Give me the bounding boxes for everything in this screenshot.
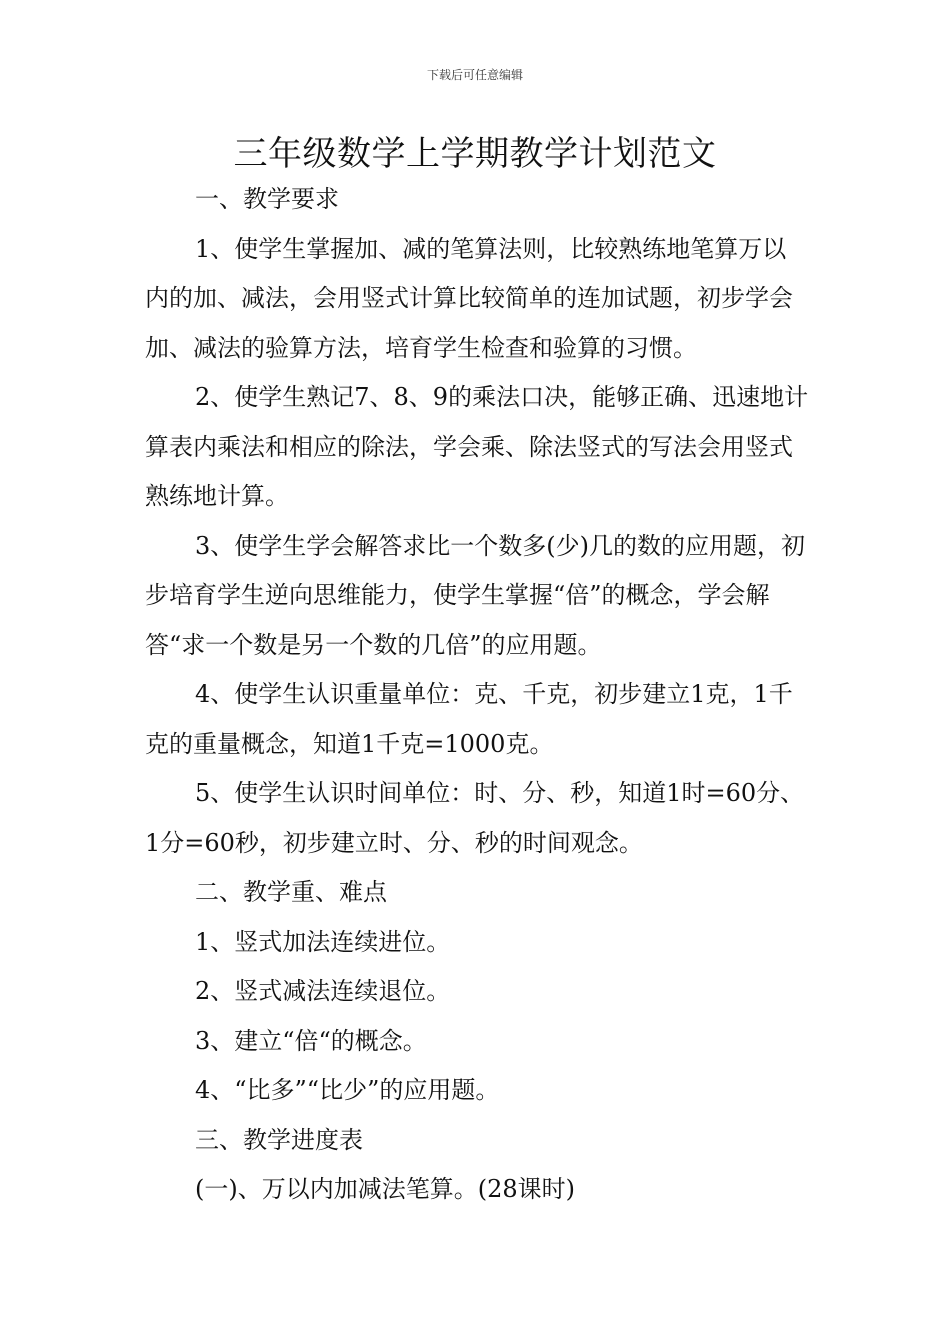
requirement-item-1: 1、使学生掌握加、减的笔算法则，比较熟练地笔算万以内的加、减法，会用竖式计算比较简单的连加试题，初步学会加、减法的验算方法，培育学生检查和验算的习惯。	[145, 234, 793, 362]
document-title: 三年级数学上学期教学计划范文	[233, 134, 717, 174]
requirement-item-3: 3、使学生学会解答求比一个数多(少)几的数的应用题，初步培育学生逆向思维能力，使学生掌握“倍”的概念，学会解答“求一个数是另一个数的几倍”的应用题。	[145, 531, 805, 659]
requirement-item-2: 2、使学生熟记7、8、9的乘法口决，能够正确、迅速地计算表内乘法和相应的除法，学会乘、除法竖式的写法会用竖式熟练地计算。	[145, 383, 809, 510]
section-heading-schedule: 三、教学进度表	[195, 1125, 363, 1154]
section-heading-teaching-requirements: 一、教学要求	[195, 185, 339, 213]
difficulty-item-4: 4、“比多”“比少”的应用题。	[195, 1076, 500, 1104]
document-body	[145, 175, 810, 1215]
difficulty-item-1: 1、竖式加法连续进位。	[195, 927, 451, 956]
schedule-item-1: (一)、万以内加减法笔算。(28课时)	[195, 1175, 575, 1203]
requirement-item-4: 4、使学生认识重量单位：克、千克，初步建立1克，1千克的重量概念，知道1千克=1000克。	[145, 680, 793, 758]
difficulty-item-3: 3、建立“倍“的概念。	[195, 1026, 427, 1055]
page-header-note: 下载后可任意编辑	[426, 68, 523, 82]
section-heading-key-difficulties: 二、教学重、难点	[195, 878, 387, 906]
requirement-item-5: 5、使学生认识时间单位：时、分、秒，知道1时=60分、1分=60秒，初步建立时、分、秒的时间观念。	[145, 779, 805, 857]
difficulty-item-2: 2、竖式减法连续退位。	[195, 977, 451, 1005]
